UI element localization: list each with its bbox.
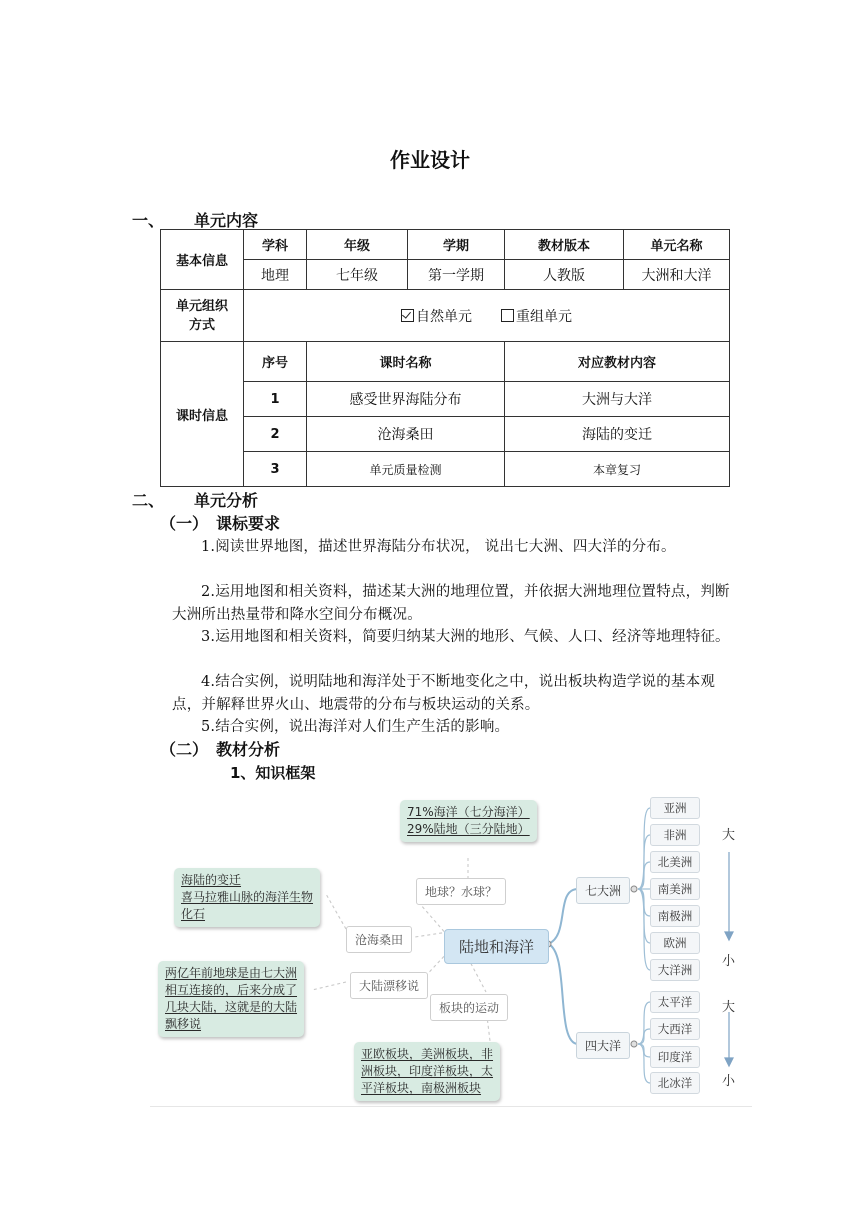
table-row xyxy=(161,417,730,452)
header-cell: 单元名称 xyxy=(624,230,730,260)
subsection-heading-1 xyxy=(160,511,280,534)
header-cell: 学科 xyxy=(244,230,307,260)
subsection-heading-2 xyxy=(160,737,280,760)
section-label: 单元内容 xyxy=(194,211,259,230)
requirement-5: 5.结合实例，说出海洋对人们生产生活的影响。 xyxy=(201,719,510,735)
subsection-number: （二） xyxy=(160,740,209,759)
lesson-name: 单元质量检测 xyxy=(307,452,505,487)
continent-leaf: 亚洲 xyxy=(650,797,700,819)
sea-land-change-note: 海陆的变迁 喜马拉雅山脉的海洋生物 化石 xyxy=(174,868,320,927)
lesson-header-name: 课时名称 xyxy=(307,342,505,382)
lesson-header-content: 对应教材内容 xyxy=(505,342,730,382)
land-sea-ratio-note: 71%海洋（七分海洋） 29%陆地（三分陆地） xyxy=(400,800,537,842)
subsection-label: 教材分析 xyxy=(216,740,281,759)
option-natural: 自然单元 xyxy=(416,308,473,325)
section-number: 二、 xyxy=(132,491,165,510)
requirement-3: 3.运用地图和相关资料，简要归纳某大洲的地形、气候、人口、经济等地理特征。 xyxy=(201,629,730,645)
lesson-no: 3 xyxy=(244,452,307,487)
four-oceans-node: 四大洋 xyxy=(576,1032,630,1059)
subsection-label: 课标要求 xyxy=(216,514,281,533)
continent-leaf: 南极洲 xyxy=(650,905,700,927)
table-row xyxy=(161,382,730,417)
earth-water-question-tag: 地球？水球？ xyxy=(416,878,506,905)
continent-leaf: 北美洲 xyxy=(650,851,700,873)
unchecked-checkbox-icon[interactable] xyxy=(501,309,514,322)
plates-note: 亚欧板块，美洲板块，非 洲板块，印度洋板块，太 平洋板块，南极洲板块 xyxy=(354,1042,500,1101)
lesson-content: 本章复习 xyxy=(505,452,730,487)
continent-leaf: 大洋洲 xyxy=(650,959,700,981)
header-cell: 年级 xyxy=(307,230,408,260)
org-label: 单元组织方式 xyxy=(161,290,244,342)
option-regroup: 重组单元 xyxy=(515,308,572,325)
checked-checkbox-icon[interactable] xyxy=(401,309,414,322)
lesson-content: 海陆的变迁 xyxy=(505,417,730,452)
subsection-number: （一） xyxy=(160,514,209,533)
lesson-info-label: 课时信息 xyxy=(161,342,244,487)
size-large-label: 大 xyxy=(722,828,736,843)
value-cell: 大洲和大洋 xyxy=(624,260,730,290)
basic-info-label: 基本信息 xyxy=(161,230,244,290)
lesson-name: 沧海桑田 xyxy=(307,417,505,452)
org-options xyxy=(244,290,730,342)
continental-drift-note: 两亿年前地球是由七大洲 相互连接的，后来分成了 几块大陆，这就是的大陆 飘移说 xyxy=(158,961,304,1037)
unit-info-table xyxy=(160,229,730,487)
table-row xyxy=(161,452,730,487)
value-cell: 第一学期 xyxy=(408,260,505,290)
header-cell: 学期 xyxy=(408,230,505,260)
requirement-2: 2.运用地图和相关资料，描述某大洲的地理位置，并依据大洲地理位置特点，判断大洲所出热量带和降水空间分布概况。 xyxy=(172,584,730,623)
continent-leaf: 非洲 xyxy=(650,824,700,846)
continental-drift-tag: 大陆漂移说 xyxy=(350,972,428,999)
ocean-leaf: 印度洋 xyxy=(650,1046,700,1068)
continent-leaf: 欧洲 xyxy=(650,932,700,954)
size-large-label: 大 xyxy=(722,1000,736,1015)
lesson-no: 2 xyxy=(244,417,307,452)
canghai-sangtian-tag: 沧海桑田 xyxy=(346,926,412,953)
requirement-4: 4.结合实例，说明陆地和海洋处于不断地变化之中，说出板块构造学说的基本观点，并解释世界火山、地震带的分布与板块运动的关系。 xyxy=(172,674,716,713)
requirement-1: 1.阅读世界地图，描述世界海陆分布状况， 说出七大洲、四大洋的分布。 xyxy=(201,539,676,555)
plate-movement-tag: 板块的运动 xyxy=(430,994,508,1021)
ocean-leaf: 北冰洋 xyxy=(650,1072,700,1094)
section-label: 单元分析 xyxy=(194,491,259,510)
page-title: 作业设计 xyxy=(390,148,470,172)
mindmap-root: 陆地和海洋 xyxy=(444,929,549,964)
ocean-leaf: 太平洋 xyxy=(650,991,700,1013)
seven-continents-node: 七大洲 xyxy=(576,877,630,904)
size-small-label: 小 xyxy=(722,1074,736,1089)
value-cell: 地理 xyxy=(244,260,307,290)
lesson-name: 感受世界海陆分布 xyxy=(307,382,505,417)
header-cell: 教材版本 xyxy=(505,230,624,260)
continent-leaf: 南美洲 xyxy=(650,878,700,900)
knowledge-mindmap xyxy=(150,786,752,1106)
ocean-leaf: 大西洋 xyxy=(650,1018,700,1040)
divider xyxy=(150,1106,752,1107)
section-number: 一、 xyxy=(132,211,165,230)
knowledge-framework-heading: 1、知识框架 xyxy=(230,764,316,782)
value-cell: 七年级 xyxy=(307,260,408,290)
section-heading-2 xyxy=(132,488,258,511)
section-heading-1 xyxy=(132,208,258,231)
lesson-header-no: 序号 xyxy=(244,342,307,382)
lesson-content: 大洲与大洋 xyxy=(505,382,730,417)
lesson-no: 1 xyxy=(244,382,307,417)
size-small-label: 小 xyxy=(722,954,736,969)
value-cell: 人教版 xyxy=(505,260,624,290)
